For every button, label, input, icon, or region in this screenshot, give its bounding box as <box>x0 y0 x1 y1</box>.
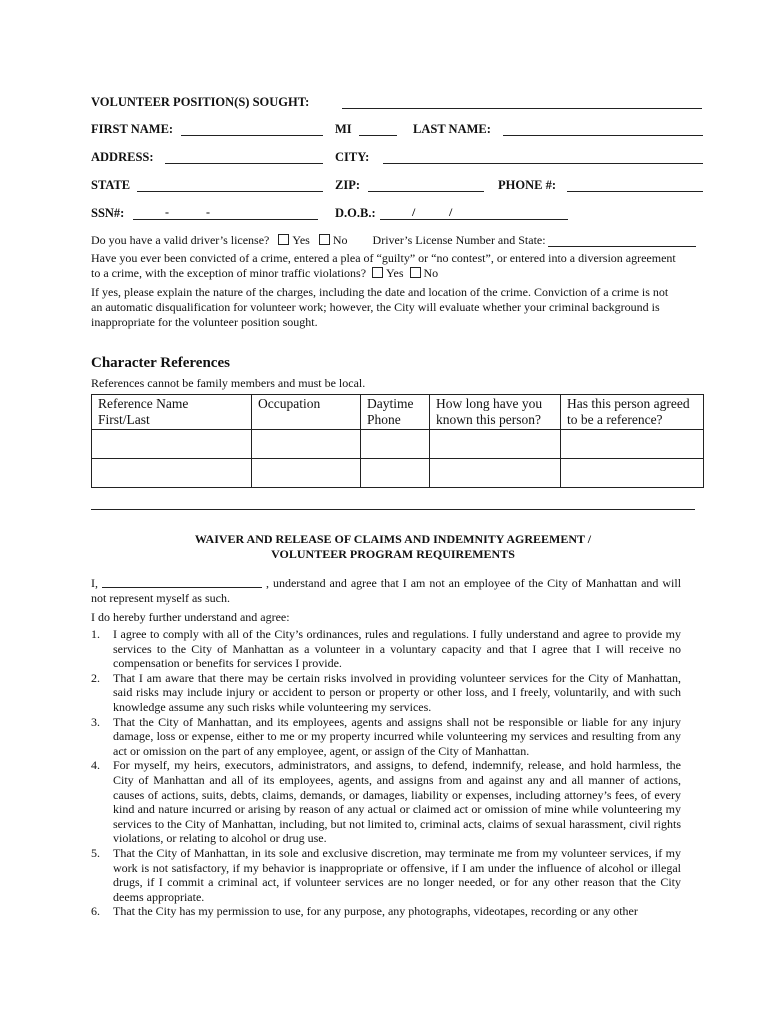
ssn-label: SSN#: <box>91 206 125 220</box>
header-reference-name: Reference Name First/Last <box>92 395 252 430</box>
address-label: ADDRESS: <box>91 150 154 164</box>
waiver-intro <box>91 576 681 606</box>
table-row <box>92 459 704 488</box>
first-name-field[interactable] <box>181 135 323 136</box>
mi-field[interactable] <box>359 135 397 136</box>
phone-label: PHONE #: <box>498 178 556 192</box>
list-item <box>91 904 681 919</box>
list-item <box>91 627 681 671</box>
references-table <box>91 394 704 488</box>
waiver-title-line1: WAIVER AND RELEASE OF CLAIMS AND INDEMNITY AGREEMENT / <box>194 532 592 546</box>
ssn-field[interactable] <box>133 219 318 220</box>
further-text: I do hereby further understand and agree: <box>91 610 290 624</box>
conviction-yes-checkbox[interactable] <box>372 267 383 278</box>
phone-cell[interactable] <box>361 430 430 459</box>
header-daytime-phone: Daytime Phone <box>361 395 430 430</box>
state-label: STATE <box>91 178 131 192</box>
header-how-long: How long have you known this person? <box>430 395 561 430</box>
references-title: Character References <box>91 355 230 371</box>
phone-field[interactable] <box>567 191 703 192</box>
ssn-separator: - <box>165 205 169 219</box>
table-header-row <box>92 395 704 430</box>
item-text: That I am aware that there may be certain risks involved in providing volunteer services for the City of Manhattan, said risks may include injury or accident to person or property or other loss, and I freely, voluntarily, and with such knowledge assume any such risks while volunteering my services. <box>113 670 681 714</box>
first-name-label: FIRST NAME: <box>91 122 174 136</box>
item-text: That the City of Manhattan, in its sole and exclusive discretion, may terminate me from my volunteer services, if my work is not satisfactory, if my behavior is inappropriate or offensive, if I am under the influence of alcohol or illegal drugs, if I commit a criminal act, if volunteer services are no longer needed, or for any other reason that the City deems appropriate. <box>113 845 681 904</box>
conviction-question-block <box>91 251 681 281</box>
phone-cell[interactable] <box>361 459 430 488</box>
item-number: 1. <box>91 627 100 641</box>
list-item <box>91 671 681 715</box>
item-text: I agree to comply with all of the City’s ordinances, rules and regulations. I fully understand and agree to provide my services to the City of Manhattan as a volunteer in a voluntary capacity and that I agree that I will receive no compensation or benefits for services I provide. <box>113 627 681 671</box>
list-item <box>91 846 681 904</box>
item-text: That the City of Manhattan, and its employees, agents and assigns shall not be responsible or liable for any injury damage, loss or expense, either to me or my property incurred while volunteering my services and resulting from any act or omission on the part of any employee, agent, or assign of the City of Manhattan. <box>113 714 681 758</box>
list-item <box>91 715 681 759</box>
item-number: 5. <box>91 845 100 860</box>
dob-separator: / <box>449 205 453 219</box>
item-number: 6. <box>91 904 100 919</box>
reference-name-cell[interactable] <box>92 459 252 488</box>
position-label: VOLUNTEER POSITION(S) SOUGHT: <box>91 95 310 109</box>
address-field[interactable] <box>165 163 323 164</box>
list-item <box>91 758 681 846</box>
license-yes-checkbox[interactable] <box>278 234 289 245</box>
terms-list <box>91 627 681 919</box>
license-yes-label: Yes <box>292 233 310 247</box>
intro-rest: , understand and agree that I am not an employee of the City of Manhattan and will not represent myself as such. <box>91 576 682 605</box>
mi-label: MI <box>335 122 352 136</box>
position-field[interactable] <box>342 108 702 109</box>
item-number: 2. <box>91 670 100 685</box>
references-note: References cannot be family members and must be local. <box>91 376 366 390</box>
dob-field[interactable] <box>380 219 568 220</box>
intro-prefix: I, <box>91 576 98 590</box>
last-name-field[interactable] <box>503 135 703 136</box>
ssn-separator: - <box>206 205 210 219</box>
city-label: CITY: <box>335 150 370 164</box>
occupation-cell[interactable] <box>252 430 361 459</box>
item-number: 3. <box>91 714 100 729</box>
conviction-yes-label: Yes <box>386 266 404 280</box>
occupation-cell[interactable] <box>252 459 361 488</box>
header-occupation: Occupation <box>252 395 361 430</box>
license-number-label: Driver’s License Number and State: <box>372 233 546 247</box>
waiver-title <box>91 532 695 562</box>
last-name-label: LAST NAME: <box>413 122 491 136</box>
agreed-cell[interactable] <box>561 459 704 488</box>
section-divider <box>91 509 695 510</box>
item-number: 4. <box>91 758 100 773</box>
state-field[interactable] <box>137 191 323 192</box>
conviction-question: Have you ever been convicted of a crime, entered a plea of “guilty” or “no contest”, or entered into a diversion agreement to a crime, with the exception of minor traffic violations? <box>91 251 676 280</box>
volunteer-name-field[interactable] <box>102 576 262 588</box>
how-long-cell[interactable] <box>430 430 561 459</box>
conviction-no-label: No <box>423 266 439 280</box>
item-text: That the City has my permission to use, for any purpose, any photographs, videotapes, recording or any other <box>113 904 638 919</box>
dob-label: D.O.B.: <box>335 206 376 220</box>
table-row <box>92 430 704 459</box>
license-no-label: No <box>332 233 348 247</box>
zip-field[interactable] <box>368 191 484 192</box>
item-text: For myself, my heirs, executors, administrators, and assigns, to defend, indemnify, release, and hold harmless, the City of Manhattan and all of its employees, agents, and assigns from and against any and all manner of actions, causes of actions, suits, debts, claims, demands, or damages, liability or expenses, including attorney’s fees, of every kind and nature incurred or arising by reason of any actual or claimed act or omission of mine while volunteering my services to the City of Manhattan, including, but not limited to, criminal acts, claims of sexual harassment, civil rights violations, or relating to alcohol or drug use. <box>113 758 681 846</box>
city-field[interactable] <box>383 163 703 164</box>
reference-name-cell[interactable] <box>92 430 252 459</box>
header-agreed: Has this person agreed to be a reference? <box>561 395 704 430</box>
how-long-cell[interactable] <box>430 459 561 488</box>
waiver-title-line2: VOLUNTEER PROGRAM REQUIREMENTS <box>271 547 515 561</box>
agreed-cell[interactable] <box>561 430 704 459</box>
zip-label: ZIP: <box>335 178 360 192</box>
license-question: Do you have a valid driver’s license? <box>91 233 270 247</box>
conviction-no-checkbox[interactable] <box>410 267 421 278</box>
license-no-checkbox[interactable] <box>319 234 330 245</box>
license-question-row <box>91 233 546 248</box>
dob-separator: / <box>412 205 416 219</box>
license-number-field[interactable] <box>548 246 696 247</box>
explain-text: If yes, please explain the nature of the charges, including the date and location of the crime. Conviction of a crime is not an automatic disqualification for volunteer work; however, the City will evaluate whether your criminal background is inappropriate for the volunteer position sought. <box>91 285 669 329</box>
